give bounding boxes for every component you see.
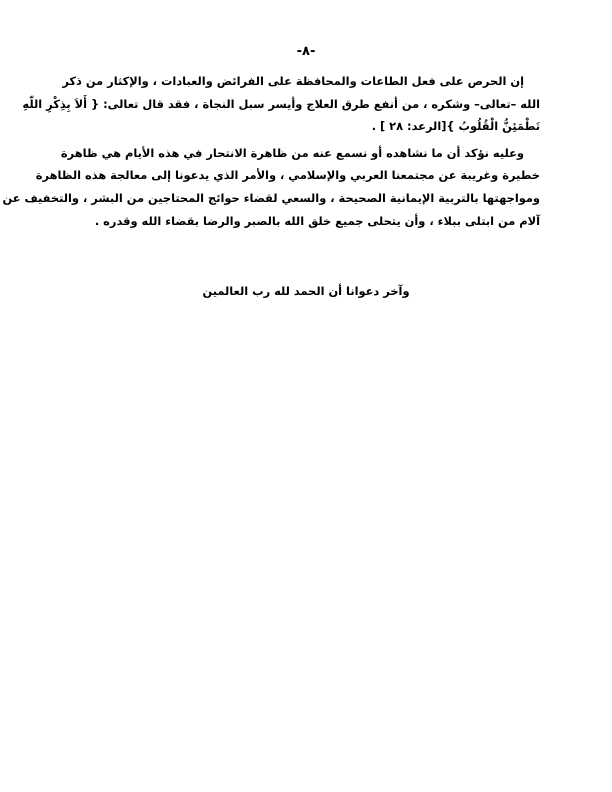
paragraph-1-line-1: إن الحرص على فعل الطاعات والمحافظة على الفرائض والعبادات ، والإكثار من ذكر (62, 74, 524, 88)
paragraph-1 (22, 70, 540, 138)
page-number: -٨- (296, 44, 316, 59)
body-text (2, 70, 540, 236)
paragraph-2-line-2: خطيرة وغريبة عن مجتمعنا العربي والإسلامي ، والأمر الذي يدعونا إلى معالجة هذه الظاهرة (35, 168, 540, 183)
paragraph-2 (2, 142, 540, 232)
paragraph-2-line-4: آلام من ابتلى ببلاء ، وأن يتحلى جميع خلق الله بالصبر والرضا بقضاء الله وقدره . (94, 213, 540, 228)
paragraph-1-line-3: تَطْمَئِنُّ الْقُلُوبُ }[الرعد: ٢٨ ] . (371, 119, 540, 134)
paragraph-1-line-2: الله –تعالى– وشكره ، من أنفع طرق العلاج وأيسر سبل النجاة ، فقد قال تعالى: { أَلاَ بِذِكْرِ اللّهِ (22, 96, 540, 111)
paragraph-2-line-3: ومواجهتها بالتربية الإيمانية الصحيحة ، والسعي لقضاء حوائج المحتاجين من البشر ، والتخفيف عن (2, 190, 540, 205)
paragraph-2-line-1: وعليه نؤكد أن ما نشاهده أو نسمع عنه من ظاهرة الانتحار في هذه الأيام هي ظاهرة (60, 145, 524, 160)
closing-prayer: وآخر دعوانا أن الحمد لله رب العالمين (202, 284, 410, 298)
